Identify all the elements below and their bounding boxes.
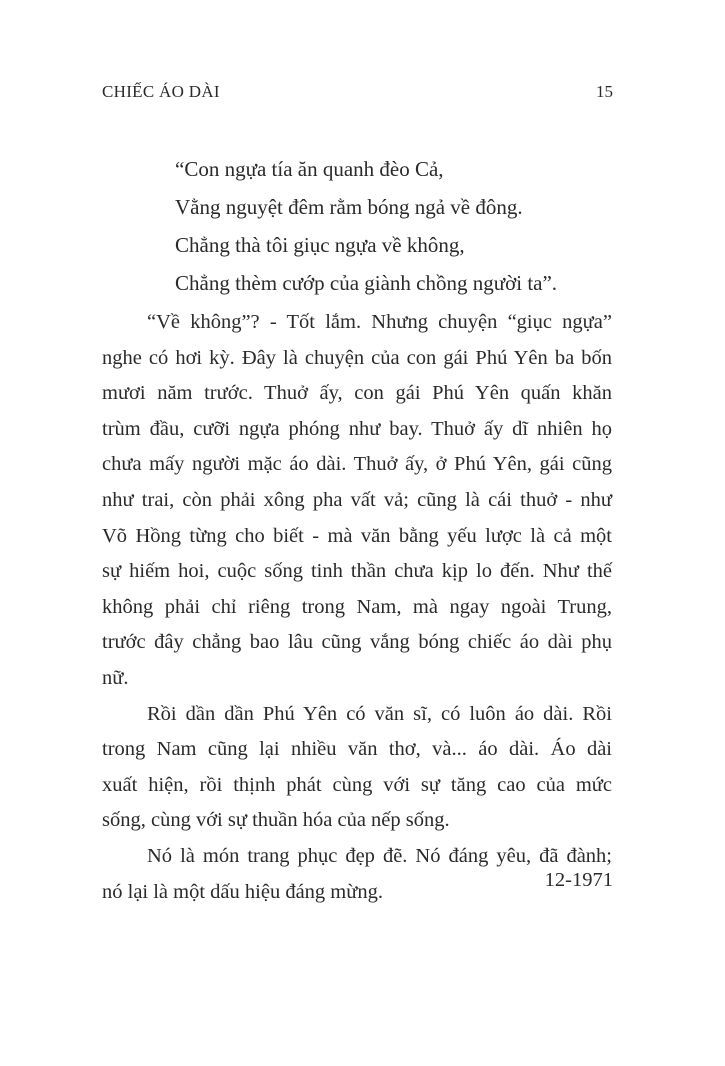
poem-line: Chẳng thà tôi giục ngựa về không,	[175, 233, 465, 257]
text-line: sự hiếm hoi, cuộc sống tinh thần chưa kịp lo đến. Như thế	[102, 560, 612, 583]
text-line: xuất hiện, rồi thịnh phát cùng với sự tăng cao của mức	[102, 773, 612, 796]
text-line: chưa mấy người mặc áo dài. Thuở ấy, ở Phú Yên, gái cũng	[102, 453, 612, 476]
text-line: Võ Hồng từng cho biết - mà văn bằng yếu lược là cả một	[102, 524, 612, 547]
text-line: nữ.	[102, 666, 129, 689]
text-line: “Về không”? - Tốt lắm. Nhưng chuyện “giục ngựa”	[147, 311, 612, 333]
poem	[175, 150, 557, 302]
text-line: Rồi dần dần Phú Yên có văn sĩ, có luôn áo dài. Rồi	[147, 702, 612, 725]
date: 12-1971	[544, 869, 613, 891]
paragraph	[102, 697, 612, 839]
text-line: sống, cùng với sự thuần hóa của nếp sống.	[102, 809, 450, 832]
paragraph	[102, 839, 612, 910]
text-line: trong Nam cũng lại nhiều văn thơ, và... áo dài. Áo dài	[102, 738, 612, 761]
text-line: nghe có hơi kỳ. Đây là chuyện của con gái Phú Yên ba bốn	[102, 346, 612, 369]
running-header-title: CHIẾC ÁO DÀI	[102, 82, 220, 101]
poem-line: Chẳng thèm cướp của giành chồng người ta”.	[175, 271, 558, 295]
poem-line: “Con ngựa tía ăn quanh đèo Cả,	[175, 157, 444, 181]
page-number: 15	[596, 82, 613, 101]
body-text	[102, 305, 612, 910]
text-line: nó lại là một dấu hiệu đáng mừng.	[102, 880, 383, 903]
poem-line: Vằng nguyệt đêm rằm bóng ngả về đông.	[175, 195, 523, 219]
paragraph	[102, 305, 612, 697]
text-line: mươi năm trước. Thuở ấy, con gái Phú Yên quấn khăn	[102, 382, 612, 405]
text-line: trùm đầu, cưỡi ngựa phóng như bay. Thuở ấy dĩ nhiên họ	[102, 417, 612, 440]
text-line: trước đây chẳng bao lâu cũng vắng bóng chiếc áo dài phụ	[102, 631, 612, 654]
text-line: như trai, còn phải xông pha vất vả; cũng là cái thuở - như	[102, 488, 612, 511]
text-line: Nó là món trang phục đẹp đẽ. Nó đáng yêu, đã đành;	[147, 844, 612, 867]
text-line: không phải chỉ riêng trong Nam, mà ngay ngoài Trung,	[102, 595, 612, 618]
